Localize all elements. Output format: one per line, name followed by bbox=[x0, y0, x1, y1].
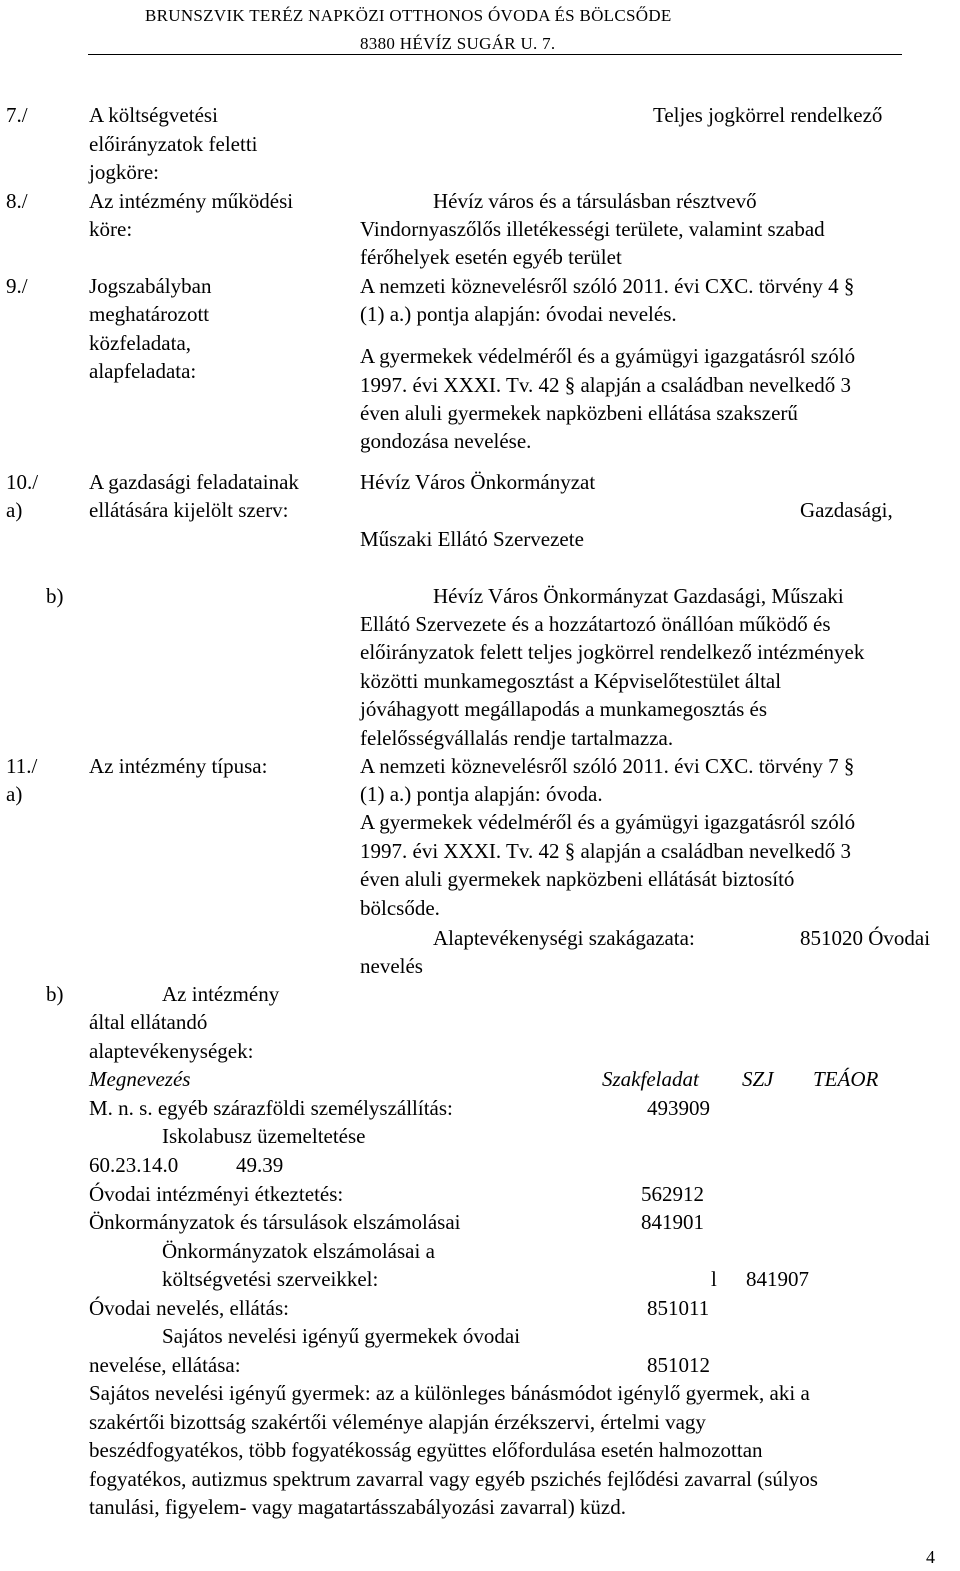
item-9-value-line: (1) a.) pontja alapján: óvodai nevelés. bbox=[360, 302, 677, 326]
item-10-label-line: ellátására kijelölt szerv: bbox=[89, 498, 289, 522]
item-11b-label-line: Az intézmény bbox=[162, 982, 280, 1006]
item-11-number: 11./ bbox=[6, 754, 38, 778]
footnote-line: fogyatékos, autizmus spektrum zavarral vagy egyéb pszichés fejlődési zavarral (súlyos bbox=[89, 1467, 818, 1491]
item-10a-value-line: Gazdasági, bbox=[800, 498, 893, 522]
item-9-label-line: Jogszabályban bbox=[89, 274, 212, 298]
item-10b-value-line: felelősségvállalás rendje tartalmazza. bbox=[360, 726, 674, 750]
item-11a-value-line: A nemzeti köznevelésről szóló 2011. évi CXC. törvény 7 § bbox=[360, 754, 855, 778]
table-row-name: Önkormányzatok és társulások elszámolásai bbox=[89, 1210, 461, 1234]
item-10b-value-line: Hévíz Város Önkormányzat Gazdasági, Műszaki bbox=[433, 584, 844, 608]
table-row-name: Óvodai nevelés, ellátás: bbox=[89, 1296, 290, 1320]
item-11a-value-line: 1997. évi XXXI. Tv. 42 § alapján a családban nevelkedő 3 bbox=[360, 839, 852, 863]
table-row-code: 851011 bbox=[647, 1296, 710, 1320]
footnote-line: tanulási, figyelem- vagy magatartásszabályozási zavarral) küzd. bbox=[89, 1495, 627, 1519]
table-header-teaor: TEÁOR bbox=[813, 1067, 879, 1091]
table-row-code: 562912 bbox=[641, 1182, 704, 1206]
item-8-label-line: Az intézmény működési bbox=[89, 189, 294, 213]
item-11a-value-line: (1) a.) pontja alapján: óvoda. bbox=[360, 782, 603, 806]
table-header-task-code: Szakfeladat bbox=[602, 1067, 699, 1091]
item-10a-letter: a) bbox=[6, 498, 23, 522]
table-row-name: M. n. s. egyéb szárazföldi személyszállítás: bbox=[89, 1096, 453, 1120]
item-7-value: Teljes jogkörrel rendelkező bbox=[653, 103, 883, 127]
table-row-code: 841907 bbox=[746, 1267, 809, 1291]
item-10b-value-line: jóváhagyott megállapodás a munkamegosztás és bbox=[360, 697, 768, 721]
item-10b-value-line: közötti munkamegosztást a Képviselőtestület által bbox=[360, 669, 782, 693]
item-11a-value-line: éven aluli gyermekek napközbeni ellátását biztosító bbox=[360, 867, 795, 891]
item-11b-label-line: által ellátandó bbox=[89, 1010, 208, 1034]
item-10-number: 10./ bbox=[6, 470, 39, 494]
item-7-label-line: előirányzatok feletti bbox=[89, 132, 258, 156]
table-row-code: l bbox=[711, 1267, 717, 1291]
footnote-line: Sajátos nevelési igényű gyermek: az a különleges bánásmódot igénylő gyermek, aki a bbox=[89, 1381, 810, 1405]
item-9-value-line: A gyermekek védelméről és a gyámügyi igazgatásról szóló bbox=[360, 344, 856, 368]
item-7-number: 7./ bbox=[6, 103, 28, 127]
table-row-szj: 60.23.14.0 bbox=[89, 1153, 179, 1177]
item-9-number: 9./ bbox=[6, 274, 28, 298]
item-10a-value-line: Műszaki Ellátó Szervezete bbox=[360, 527, 584, 551]
table-row-name: költségvetési szerveikkel: bbox=[162, 1267, 379, 1291]
table-row-name: Iskolabusz üzemeltetése bbox=[162, 1124, 366, 1148]
main-activity-sector-label: Alaptevékenységi szakágazata: bbox=[433, 926, 695, 950]
item-10b-value-line: előirányzatok felett teljes jogkörrel rendelkező intézmények bbox=[360, 640, 865, 664]
item-11b-label-line: alaptevékenységek: bbox=[89, 1039, 254, 1063]
item-10a-value-line: Hévíz Város Önkormányzat bbox=[360, 470, 596, 494]
table-row-code: 841901 bbox=[641, 1210, 704, 1234]
table-header-name: Megnevezés bbox=[89, 1067, 191, 1091]
item-8-value-line: Hévíz város és a társulásban résztvevő bbox=[433, 189, 757, 213]
table-row-name: nevelése, ellátása: bbox=[89, 1353, 241, 1377]
header-institution-name: BRUNSZVIK TERÉZ NAPKÖZI OTTHONOS ÓVODA ÉS BÖLCSŐDE bbox=[145, 6, 672, 25]
main-activity-sector-value-cont: nevelés bbox=[360, 954, 423, 978]
table-row-code: 493909 bbox=[647, 1096, 710, 1120]
item-11-label-line: Az intézmény típusa: bbox=[89, 754, 268, 778]
item-10b-letter: b) bbox=[46, 584, 64, 608]
item-8-number: 8./ bbox=[6, 189, 28, 213]
item-9-value-line: gondozása nevelése. bbox=[360, 429, 532, 453]
item-9-label-line: meghatározott bbox=[89, 302, 210, 326]
footnote-line: szakértői bizottság szakértői véleménye alapján érzékszervi, értelmi vagy bbox=[89, 1410, 706, 1434]
item-7-label-line: A költségvetési bbox=[89, 103, 218, 127]
item-11a-value-line: A gyermekek védelméről és a gyámügyi igazgatásról szóló bbox=[360, 810, 856, 834]
item-9-value-line: éven aluli gyermekek napközbeni ellátása szakszerű bbox=[360, 401, 798, 425]
item-8-value-line: férőhelyek esetén egyéb terület bbox=[360, 245, 622, 269]
table-row-name: Óvodai intézményi étkeztetés: bbox=[89, 1182, 344, 1206]
page-number: 4 bbox=[926, 1547, 935, 1567]
item-11a-value-line: bölcsőde. bbox=[360, 896, 440, 920]
item-8-value-line: Vindornyaszőlős illetékességi területe, valamint szabad bbox=[360, 217, 825, 241]
item-9-value-line: 1997. évi XXXI. Tv. 42 § alapján a családban nevelkedő 3 bbox=[360, 373, 852, 397]
item-11b-letter: b) bbox=[46, 982, 64, 1006]
table-header-szj: SZJ bbox=[742, 1067, 774, 1091]
item-8-label-line: köre: bbox=[89, 217, 133, 241]
item-9-label-line: alapfeladata: bbox=[89, 359, 197, 383]
item-7-label-line: jogköre: bbox=[89, 160, 159, 184]
item-9-label-line: közfeladata, bbox=[89, 331, 192, 355]
item-10-label-line: A gazdasági feladatainak bbox=[89, 470, 299, 494]
table-row-teaor: 49.39 bbox=[236, 1153, 284, 1177]
main-activity-sector-value: 851020 Óvodai bbox=[800, 926, 931, 950]
header-rule bbox=[88, 54, 902, 55]
item-11a-letter: a) bbox=[6, 782, 23, 806]
item-10b-value-line: Ellátó Szervezete és a hozzátartozó önállóan működő és bbox=[360, 612, 831, 636]
header-address: 8380 HÉVÍZ SUGÁR U. 7. bbox=[360, 34, 556, 53]
footnote-line: beszédfogyatékos, több fogyatékosság együttes előfordulása esetén halmozottan bbox=[89, 1438, 763, 1462]
item-9-value-line: A nemzeti köznevelésről szóló 2011. évi CXC. törvény 4 § bbox=[360, 274, 855, 298]
table-row-name: Önkormányzatok elszámolásai a bbox=[162, 1239, 435, 1263]
table-row-code: 851012 bbox=[647, 1353, 710, 1377]
table-row-name: Sajátos nevelési igényű gyermekek óvodai bbox=[162, 1324, 521, 1348]
